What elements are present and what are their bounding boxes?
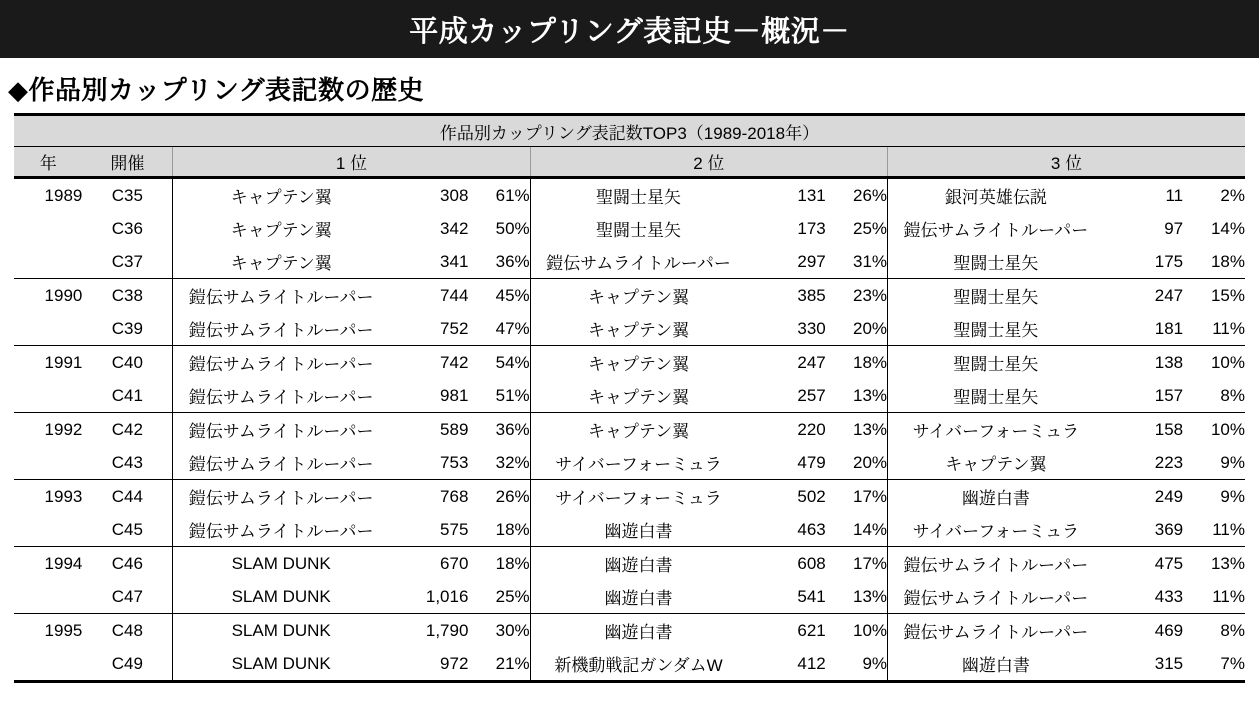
header-rank2: 2 位 bbox=[530, 147, 887, 178]
cell-rank1-pct: 26% bbox=[468, 480, 530, 514]
cell-rank2-pct: 17% bbox=[826, 547, 888, 581]
cell-rank1-pct: 50% bbox=[495, 218, 530, 238]
table-row bbox=[14, 647, 1245, 682]
cell-rank2-pct: 17% bbox=[826, 480, 888, 514]
cell-rank1-pct: 25% bbox=[495, 586, 530, 606]
cell-rank2-count: 173 bbox=[797, 218, 826, 238]
cell-rank2-pct: 13% bbox=[826, 413, 888, 447]
cell-rank3-count: 475 bbox=[1104, 547, 1183, 581]
table-row bbox=[14, 413, 1245, 447]
cell-rank3-name: キャプテン翼 bbox=[888, 446, 1104, 480]
cell-rank1-pct: 54% bbox=[468, 346, 530, 380]
cell-rank3-count: 138 bbox=[1104, 346, 1183, 380]
cell-year bbox=[14, 212, 82, 245]
cell-rank2-count: 247 bbox=[746, 346, 825, 380]
cell-rank2-count: 297 bbox=[797, 251, 826, 271]
cell-event: C48 bbox=[82, 614, 172, 648]
cell-rank2-pct: 20% bbox=[853, 318, 888, 338]
cell-rank3-pct: 10% bbox=[1183, 346, 1245, 380]
cell-rank1-count: 972 bbox=[389, 647, 468, 682]
cell-rank3-pct: 15% bbox=[1183, 279, 1245, 313]
cell-rank1-name: 鎧伝サムライトルーパー bbox=[173, 480, 389, 514]
cell-rank2-pct: 23% bbox=[826, 279, 888, 313]
cell-rank2-name: 幽遊白書 bbox=[530, 547, 746, 581]
cell-rank3-pct: 11% bbox=[1212, 586, 1245, 606]
cell-event: C39 bbox=[111, 318, 143, 338]
cell-rank3-name: 銀河英雄伝説 bbox=[888, 178, 1104, 213]
cell-rank1-pct: 36% bbox=[468, 413, 530, 447]
cell-rank2-pct: 10% bbox=[826, 614, 888, 648]
cell-event: C40 bbox=[82, 346, 172, 380]
cell-rank3-count: 157 bbox=[1154, 385, 1184, 405]
cell-year: 1993 bbox=[14, 480, 82, 514]
cell-rank3-pct: 8% bbox=[1183, 614, 1245, 648]
table-row bbox=[14, 178, 1245, 213]
cell-rank2-count: 541 bbox=[797, 586, 826, 606]
cell-year bbox=[14, 513, 82, 547]
cell-rank2-pct: 20% bbox=[853, 452, 888, 472]
cell-rank2-pct: 31% bbox=[853, 251, 888, 271]
cell-rank2-count: 621 bbox=[746, 614, 825, 648]
cell-year: 1994 bbox=[14, 547, 82, 581]
cell-rank1-pct: 30% bbox=[468, 614, 530, 648]
cell-rank3-pct: 18% bbox=[1210, 251, 1245, 271]
cell-rank2-pct: 25% bbox=[853, 218, 888, 238]
cell-rank2-name: 新機動戦記ガンダムW bbox=[530, 647, 746, 682]
cell-rank1-pct: 36% bbox=[495, 251, 530, 271]
cell-rank3-count: 181 bbox=[1154, 318, 1184, 338]
cell-rank1-name: 鎧伝サムライトルーパー bbox=[173, 413, 389, 447]
header-rank1: 1 位 bbox=[173, 147, 530, 178]
cell-rank3-pct: 9% bbox=[1220, 452, 1245, 472]
cell-rank2-count: 502 bbox=[746, 480, 825, 514]
cell-rank2-count: 220 bbox=[746, 413, 825, 447]
cell-rank2-count: 463 bbox=[797, 519, 826, 539]
cell-rank1-name: キャプテン翼 bbox=[173, 212, 389, 245]
cell-rank1-name: キャプテン翼 bbox=[173, 178, 389, 213]
cell-rank3-count: 11 bbox=[1104, 178, 1183, 213]
cell-rank1-count: 341 bbox=[440, 251, 469, 271]
cell-rank1-count: 753 bbox=[440, 452, 469, 472]
cell-rank2-count: 479 bbox=[797, 452, 826, 472]
cell-rank2-name: キャプテン翼 bbox=[530, 346, 746, 380]
cell-rank3-name: 聖闘士星矢 bbox=[888, 379, 1104, 413]
cell-event: C42 bbox=[82, 413, 172, 447]
cell-event: C46 bbox=[82, 547, 172, 581]
cell-rank3-count: 469 bbox=[1104, 614, 1183, 648]
cell-rank1-name: 鎧伝サムライトルーパー bbox=[173, 446, 389, 480]
table-row bbox=[14, 547, 1245, 581]
cell-rank1-count: 575 bbox=[440, 519, 469, 539]
cell-rank2-name: 聖闘士星矢 bbox=[530, 178, 746, 213]
cell-year bbox=[14, 446, 82, 480]
cell-event: C35 bbox=[82, 178, 172, 213]
cell-rank3-name: 聖闘士星矢 bbox=[888, 346, 1104, 380]
cell-rank3-name: サイバーフォーミュラ bbox=[888, 413, 1104, 447]
cell-event: C49 bbox=[82, 647, 172, 682]
cell-rank3-pct: 14% bbox=[1210, 218, 1245, 238]
cell-rank2-name: 幽遊白書 bbox=[530, 614, 746, 648]
page-banner bbox=[0, 0, 1259, 58]
cell-rank1-pct: 32% bbox=[495, 452, 530, 472]
cell-rank3-count: 158 bbox=[1104, 413, 1183, 447]
header-event: 開催 bbox=[82, 147, 172, 178]
cell-rank3-name: 鎧伝サムライトルーパー bbox=[888, 547, 1104, 581]
table-row bbox=[14, 212, 1245, 245]
cell-rank3-count: 223 bbox=[1154, 452, 1184, 472]
cell-rank3-name: サイバーフォーミュラ bbox=[888, 513, 1104, 547]
cell-rank1-name: 鎧伝サムライトルーパー bbox=[173, 346, 389, 380]
cell-rank3-name: 幽遊白書 bbox=[888, 480, 1104, 514]
cell-rank3-pct: 13% bbox=[1183, 547, 1245, 581]
cell-rank1-count: 744 bbox=[389, 279, 468, 313]
cell-rank3-count: 97 bbox=[1164, 218, 1184, 238]
cell-year: 1991 bbox=[14, 346, 82, 380]
table-row bbox=[14, 580, 1245, 614]
cell-rank3-pct: 11% bbox=[1212, 318, 1245, 338]
cell-rank2-name: キャプテン翼 bbox=[530, 379, 746, 413]
cell-rank1-count: 752 bbox=[440, 318, 469, 338]
cell-rank1-count: 308 bbox=[389, 178, 468, 213]
cell-rank3-count: 369 bbox=[1154, 519, 1184, 539]
cell-rank1-count: 981 bbox=[440, 385, 469, 405]
cell-rank1-name: SLAM DUNK bbox=[173, 547, 389, 581]
cell-event: C37 bbox=[111, 251, 143, 271]
cell-rank2-name: キャプテン翼 bbox=[530, 413, 746, 447]
cell-rank1-name: SLAM DUNK bbox=[173, 614, 389, 648]
section-heading: ◆作品別カップリング表記数の歴史 bbox=[8, 75, 425, 105]
cell-rank3-name: 鎧伝サムライトルーパー bbox=[888, 614, 1104, 648]
cell-rank2-pct: 13% bbox=[853, 385, 888, 405]
cell-event: C43 bbox=[111, 452, 143, 472]
cell-rank3-name: 聖闘士星矢 bbox=[888, 245, 1104, 279]
table-row bbox=[14, 279, 1245, 313]
cell-rank3-pct: 2% bbox=[1183, 178, 1245, 213]
table-row bbox=[14, 346, 1245, 380]
cell-rank1-name: 鎧伝サムライトルーパー bbox=[173, 279, 389, 313]
cell-rank3-name: 聖闘士星矢 bbox=[888, 279, 1104, 313]
cell-year bbox=[14, 647, 82, 682]
cell-rank3-pct: 11% bbox=[1212, 519, 1245, 539]
cell-rank2-name: 聖闘士星矢 bbox=[530, 212, 746, 245]
cell-rank3-count: 315 bbox=[1104, 647, 1183, 682]
cell-rank1-count: 342 bbox=[440, 218, 469, 238]
cell-rank2-name: サイバーフォーミュラ bbox=[530, 480, 746, 514]
cell-rank1-name: 鎧伝サムライトルーパー bbox=[173, 312, 389, 346]
cell-rank1-count: 670 bbox=[389, 547, 468, 581]
cell-year bbox=[14, 245, 82, 279]
cell-rank2-pct: 9% bbox=[826, 647, 888, 682]
cell-event: C44 bbox=[82, 480, 172, 514]
cell-rank3-name: 鎧伝サムライトルーパー bbox=[888, 580, 1104, 614]
cell-rank1-pct: 47% bbox=[495, 318, 530, 338]
cell-rank2-name: 鎧伝サムライトルーパー bbox=[530, 245, 746, 279]
cell-rank2-pct: 13% bbox=[853, 586, 888, 606]
cell-rank2-pct: 14% bbox=[853, 519, 888, 539]
cell-rank3-name: 鎧伝サムライトルーパー bbox=[888, 212, 1104, 245]
cell-rank3-pct: 9% bbox=[1183, 480, 1245, 514]
cell-rank1-count: 768 bbox=[389, 480, 468, 514]
cell-rank1-pct: 61% bbox=[468, 178, 530, 213]
cell-rank1-count: 1,790 bbox=[389, 614, 468, 648]
cell-year: 1989 bbox=[14, 178, 82, 213]
cell-rank1-name: SLAM DUNK bbox=[173, 580, 389, 614]
cell-rank3-name: 聖闘士星矢 bbox=[888, 312, 1104, 346]
cell-event: C45 bbox=[111, 519, 143, 539]
cell-rank2-pct: 18% bbox=[826, 346, 888, 380]
cell-rank1-name: SLAM DUNK bbox=[173, 647, 389, 682]
cell-year: 1992 bbox=[14, 413, 82, 447]
cell-rank2-name: キャプテン翼 bbox=[530, 312, 746, 346]
cell-rank3-name: 幽遊白書 bbox=[888, 647, 1104, 682]
cell-rank2-count: 330 bbox=[797, 318, 826, 338]
cell-rank3-pct: 8% bbox=[1220, 385, 1245, 405]
cell-rank2-name: サイバーフォーミュラ bbox=[530, 446, 746, 480]
cell-rank3-count: 433 bbox=[1154, 586, 1184, 606]
cell-rank2-count: 412 bbox=[746, 647, 825, 682]
cell-rank2-count: 131 bbox=[746, 178, 825, 213]
table-title: 作品別カップリング表記数TOP3（1989-2018年） bbox=[14, 115, 1245, 147]
table-row bbox=[14, 245, 1245, 279]
table-row bbox=[14, 312, 1245, 346]
page-title: 平成カップリング表記史－概況－ bbox=[409, 15, 850, 48]
cell-event: C47 bbox=[111, 586, 143, 606]
table-container bbox=[0, 113, 1259, 683]
cell-rank2-count: 385 bbox=[746, 279, 825, 313]
cell-rank1-pct: 21% bbox=[468, 647, 530, 682]
table-row bbox=[14, 513, 1245, 547]
header-rank3: 3 位 bbox=[888, 147, 1245, 178]
cell-rank2-name: 幽遊白書 bbox=[530, 580, 746, 614]
cell-event: C38 bbox=[82, 279, 172, 313]
cell-rank3-pct: 7% bbox=[1183, 647, 1245, 682]
cell-rank1-name: 鎧伝サムライトルーパー bbox=[173, 513, 389, 547]
cell-rank2-count: 257 bbox=[797, 385, 826, 405]
cell-rank1-count: 1,016 bbox=[425, 586, 469, 606]
table-row bbox=[14, 480, 1245, 514]
cell-rank1-count: 742 bbox=[389, 346, 468, 380]
table-row bbox=[14, 446, 1245, 480]
cell-rank2-name: 幽遊白書 bbox=[530, 513, 746, 547]
table-body bbox=[14, 178, 1245, 682]
cell-event: C41 bbox=[111, 385, 143, 405]
cell-rank3-pct: 10% bbox=[1183, 413, 1245, 447]
cell-rank1-name: キャプテン翼 bbox=[173, 245, 389, 279]
table-header-row bbox=[14, 147, 1245, 178]
cell-rank2-name: キャプテン翼 bbox=[530, 279, 746, 313]
table-row bbox=[14, 379, 1245, 413]
cell-rank1-pct: 45% bbox=[468, 279, 530, 313]
cell-rank1-pct: 18% bbox=[468, 547, 530, 581]
cell-year bbox=[14, 379, 82, 413]
cell-rank1-pct: 18% bbox=[495, 519, 530, 539]
cell-year: 1990 bbox=[14, 279, 82, 313]
table-title-row bbox=[14, 115, 1245, 147]
cell-rank3-count: 247 bbox=[1104, 279, 1183, 313]
cell-rank1-name: 鎧伝サムライトルーパー bbox=[173, 379, 389, 413]
cell-rank1-count: 589 bbox=[389, 413, 468, 447]
cell-year bbox=[14, 580, 82, 614]
cell-rank2-pct: 26% bbox=[826, 178, 888, 213]
cell-event: C36 bbox=[111, 218, 143, 238]
cell-rank2-count: 608 bbox=[746, 547, 825, 581]
cell-year: 1995 bbox=[14, 614, 82, 648]
cell-rank3-count: 249 bbox=[1104, 480, 1183, 514]
table-row bbox=[14, 614, 1245, 648]
header-year: 年 bbox=[14, 147, 82, 178]
cell-rank3-count: 175 bbox=[1154, 251, 1184, 271]
cell-year bbox=[14, 312, 82, 346]
cell-rank1-pct: 51% bbox=[495, 385, 530, 405]
couplings-table bbox=[14, 113, 1245, 683]
